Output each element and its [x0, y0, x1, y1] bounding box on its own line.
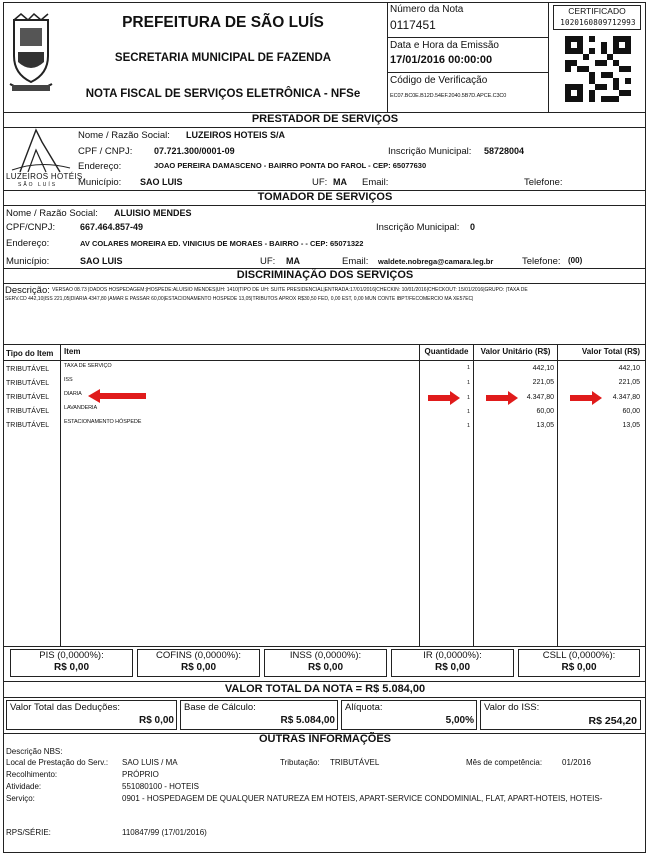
- prestador-email-label: Email:: [362, 177, 389, 188]
- iss-label: Valor do ISS:: [484, 702, 540, 713]
- row-qtd: 1: [467, 365, 470, 371]
- prestador-municipio-label: Município:: [78, 177, 122, 188]
- tax-value: R$ 0,00: [180, 662, 217, 673]
- servico-value: 0901 - HOSPEDAGEM DE QUALQUER NATUREZA EM HOTEIS, APART-SERVICE CONDOMINIAL, FLAT, APART-HOTEIS, HOTEIS-: [122, 794, 603, 803]
- certificate-value: 1020160809712993: [560, 18, 636, 27]
- tomador-email-label: Email:: [342, 256, 369, 267]
- col-item-header: Item: [64, 347, 81, 356]
- tax-label: PIS (0,0000%):: [39, 650, 104, 661]
- tributacao-label: Tributação:: [280, 758, 320, 767]
- col-qtd-header: Quantidade: [424, 347, 469, 356]
- red-arrow-right-icon: [570, 391, 602, 405]
- base-calculo-label: Base de Cálculo:: [184, 702, 256, 713]
- base-calculo-value: R$ 5.084,00: [280, 715, 335, 726]
- red-arrow-right-icon: [428, 391, 460, 405]
- tomador-name-label: Nome / Razão Social:: [6, 208, 98, 219]
- prestador-address-label: Endereço:: [78, 161, 122, 172]
- iss-value: R$ 254,20: [588, 715, 637, 727]
- row-total: 442,10: [618, 365, 640, 372]
- tomador-municipio: SAO LUIS: [80, 256, 123, 266]
- tax-label: INSS (0,0000%):: [289, 650, 362, 661]
- row-item: ESTACIONAMENTO HÓSPEDE: [64, 419, 142, 425]
- row-unit: 221,05: [532, 379, 554, 386]
- prestador-cnpj: 07.721.300/0001-09: [154, 146, 235, 156]
- col-tipo-header: Tipo do Item: [6, 349, 54, 358]
- rps-value: 110847/99 (17/01/2016): [122, 828, 207, 837]
- row-unit: 4.347,80: [526, 394, 554, 401]
- outras-section-title: OUTRAS INFORMAÇÕES: [259, 733, 391, 745]
- tomador-im-label: Inscrição Municipal:: [376, 222, 460, 233]
- tomador-address-label: Endereço:: [6, 238, 50, 249]
- tomador-section-title: TOMADOR DE SERVIÇOS: [257, 191, 393, 203]
- prestador-cnpj-label: CPF / CNPJ:: [78, 146, 133, 157]
- number-label: Número da Nota: [390, 4, 464, 15]
- tax-label: IR (0,0000%):: [423, 650, 482, 661]
- prestador-im: 58728004: [484, 146, 525, 156]
- tax-value: R$ 0,00: [434, 662, 471, 673]
- tax-label: COFINS (0,0000%):: [156, 650, 241, 661]
- number-value: 0117451: [390, 18, 436, 32]
- row-qtd: 1: [467, 423, 470, 429]
- row-tipo: TRIBUTÁVEL: [6, 422, 50, 429]
- row-qtd: 1: [467, 380, 470, 386]
- tax-value: R$ 0,00: [307, 662, 344, 673]
- row-total: 13,05: [622, 422, 640, 429]
- prestador-section-title: PRESTADOR DE SERVIÇOS: [251, 113, 399, 125]
- discriminacao-section-title: DISCRIMINAÇÃO DOS SERVIÇOS: [236, 269, 414, 281]
- prestador-uf: MA: [333, 177, 347, 187]
- recolhimento-value: PRÓPRIO: [122, 770, 159, 779]
- row-unit: 442,10: [532, 365, 554, 372]
- prestador-address: JOAO PEREIRA DAMASCENO - BAIRRO PONTA DO FAROL - CEP: 65077630: [154, 161, 427, 170]
- prestador-name: LUZEIROS HOTEIS S/A: [186, 130, 286, 140]
- row-tipo: TRIBUTÁVEL: [6, 380, 50, 387]
- department-title: SECRETARIA MUNICIPAL DE FAZENDA: [114, 52, 332, 64]
- atividade-label: Atividade:: [6, 782, 42, 791]
- row-qtd: 1: [467, 395, 470, 401]
- row-item: LAVANDERIA: [64, 405, 98, 411]
- competencia-label: Mês de competência:: [466, 758, 543, 767]
- col-unit-header: Valor Unitário (R$): [480, 347, 551, 356]
- hotel-logo-text: LUZEIROS HOTÉIS: [6, 172, 83, 181]
- tributacao-value: TRIBUTÁVEL: [330, 758, 380, 767]
- row-total: 60,00: [622, 408, 640, 415]
- coat-of-arms-icon: [8, 12, 54, 96]
- tomador-phone: (00): [568, 256, 583, 265]
- tomador-address: AV COLARES MOREIRA ED. VINICIUS DE MORAES - BAIRRO - - CEP: 65071322: [80, 239, 364, 248]
- tomador-cpf-label: CPF/CNPJ:: [6, 222, 56, 233]
- tax-label: CSLL (0,0000%):: [542, 650, 616, 661]
- tomador-municipio-label: Município:: [6, 256, 50, 267]
- red-arrow-left-icon: [88, 388, 148, 404]
- row-tipo: TRIBUTÁVEL: [6, 366, 50, 373]
- row-unit: 60,00: [536, 408, 554, 415]
- tomador-cpf: 667.464.857-49: [80, 222, 144, 232]
- tax-value: R$ 0,00: [53, 662, 90, 673]
- qr-code-icon: [565, 36, 631, 102]
- verify-label: Código de Verificação: [390, 75, 488, 86]
- hotel-logo-subtext: SÃO LUÍS: [18, 182, 58, 188]
- tomador-im: 0: [470, 222, 476, 232]
- servico-label: Serviço:: [6, 794, 35, 803]
- tomador-name: ALUISIO MENDES: [114, 208, 192, 218]
- col-total-header: Valor Total (R$): [581, 347, 640, 356]
- document-title: NOTA FISCAL DE SERVIÇOS ELETRÔNICA - NFSe: [85, 88, 361, 100]
- row-tipo: TRIBUTÁVEL: [6, 408, 50, 415]
- verify-value: EC07.BC0E.B12D.54EF.2040.5B7D.APCE.C3C0: [390, 93, 507, 99]
- tomador-uf: MA: [286, 256, 300, 266]
- row-total: 221,05: [618, 379, 640, 386]
- tomador-phone-label: Telefone:: [522, 256, 561, 267]
- row-total: 4.347,80: [612, 394, 640, 401]
- rps-label: RPS/SÉRIE:: [6, 828, 51, 837]
- prestador-name-label: Nome / Razão Social:: [78, 130, 170, 141]
- date-label: Data e Hora da Emissão: [390, 40, 499, 51]
- date-value: 17/01/2016 00:00:00: [390, 54, 493, 66]
- prestador-im-label: Inscrição Municipal:: [388, 146, 472, 157]
- tomador-email: waldete.nobrega@camara.leg.br: [378, 257, 494, 266]
- row-item: DIARIA: [64, 391, 82, 397]
- city-title: PREFEITURA DE SÃO LUÍS: [122, 14, 324, 31]
- deducoes-value: R$ 0,00: [138, 715, 174, 726]
- prestador-municipio: SAO LUIS: [140, 177, 183, 187]
- red-arrow-right-icon: [486, 391, 518, 405]
- recolhimento-label: Recolhimento:: [6, 770, 58, 779]
- competencia-value: 01/2016: [562, 758, 591, 767]
- tax-value: R$ 0,00: [561, 662, 597, 673]
- aliquota-value: 5,00%: [445, 715, 474, 726]
- prestador-uf-label: UF:: [312, 177, 328, 188]
- prestador-phone-label: Telefone:: [524, 177, 563, 188]
- row-tipo: TRIBUTÁVEL: [6, 394, 50, 401]
- local-value: SAO LUIS / MA: [122, 758, 178, 767]
- row-qtd: 1: [467, 409, 470, 415]
- certificate-label: CERTIFICADO: [568, 6, 626, 16]
- atividade-value: 551080100 - HOTEIS: [122, 782, 199, 791]
- description-line-2: SERV.CD 442,10|ISS 221,05|DIARIA 4347,80 |AMAR E PASSAR 60,00|ESTACIONAMENTO HOSPEDE 13,05|TRIBUTOS APROX R$30,50 FED, 0,00 EST, 0,00 MUN CONTE IBPT/FECOMERCIO MA XE57EC|: [5, 296, 474, 302]
- total-nota: VALOR TOTAL DA NOTA = R$ 5.084,00: [224, 683, 426, 695]
- aliquota-label: Alíquota:: [345, 702, 383, 713]
- description-label: Descrição:: [5, 285, 50, 296]
- row-unit: 13,05: [536, 422, 554, 429]
- description-line-1: VERSAO 08.73 |DADOS HOSPEDAGEM:|HOSPEDE:ALUISIO MENDES|UH: 1410|TIPO DE UH: SUITE PRESIDENCIAL|ENTRADA:17/01/2016|CHECKIN: 10/01/2016|CHECKOUT: 15/01/2016|GRUPO: |TAXA DE: [52, 287, 528, 293]
- row-item: ISS: [64, 377, 73, 383]
- local-label: Local de Prestação do Serv.:: [6, 758, 109, 767]
- nbs-label: Descrição NBS:: [6, 747, 63, 756]
- row-item: TAXA DE SERVIÇO: [64, 363, 112, 369]
- tomador-uf-label: UF:: [260, 256, 276, 267]
- deducoes-label: Valor Total das Deduções:: [10, 702, 121, 713]
